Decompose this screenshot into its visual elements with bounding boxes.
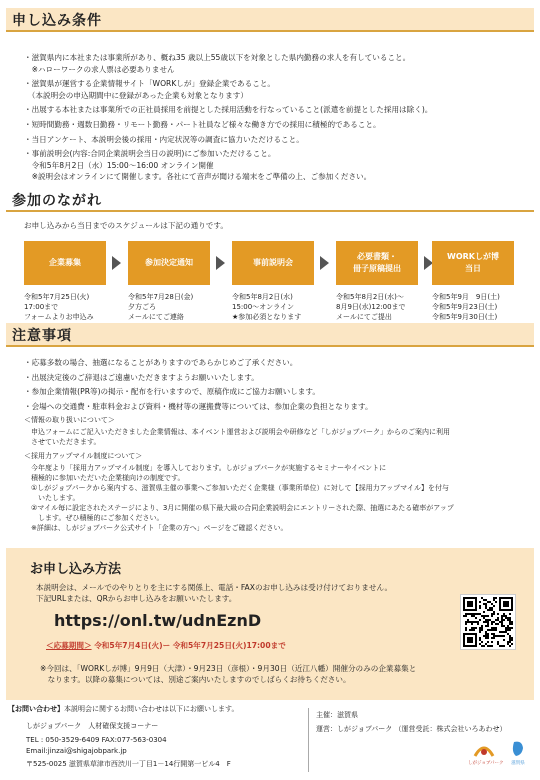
flow-title: 参加のながれ [12, 193, 102, 209]
flow-step-detail-line: 15:00～オンライン [232, 303, 294, 311]
contact-header [8, 704, 308, 715]
flow-arrow-icon [112, 256, 121, 270]
condition-item [24, 78, 524, 101]
condition-line: ※ハローワークの求人票は必要ありません [24, 64, 175, 74]
flow-arrow-icon [216, 256, 225, 270]
operator: 運営：しがジョブパーク （運営受託：株式会社いろあわせ） [316, 725, 507, 733]
condition-line: （本説明会の申込期間中に登録があった企業も対象となります） [24, 90, 248, 100]
condition-item [24, 104, 524, 116]
qr-code[interactable] [460, 594, 516, 650]
notes-title: 注意事項 [12, 328, 72, 344]
flow-step-detail-line: フォームよりお申込み [24, 313, 94, 321]
flow-step-detail-line: 17:00まで [24, 303, 59, 311]
flow-step-label: 参加決定通知 [145, 258, 193, 267]
logo2-text: 滋賀県 [511, 761, 525, 766]
contact-address: 〒525-0025 滋賀県草津市西渋川一丁目1－14行開第一ビル4 F [26, 760, 231, 768]
apply-note-line: ※今回は、「WORKしが博」9月9日（大津）・9月23日（彦根）・9月30日（近江八幡）開催分のみの企業募集と [40, 664, 417, 673]
condition-line: ・滋賀県が運営する企業情報サイト「WORKしが」登録企業であること。 [24, 79, 276, 89]
apply-text [36, 582, 446, 604]
mile-system-line: します。ぜひ積極的にご参加ください。 [24, 514, 164, 523]
condition-item [24, 134, 524, 146]
flow-header [6, 188, 534, 212]
contact-tel: TEL : 050-3529-6409 FAX:077-563-0304 [26, 736, 167, 744]
notes-header [6, 323, 534, 347]
flow-step-detail-line: 令和5年7月25日(火) [24, 293, 90, 301]
flow-step-detail-line: メールにてご連絡 [128, 313, 184, 321]
condition-line: ・事前説明会(内容:合同企業説明会当日の説明)にご参加いただけること。 [24, 149, 276, 159]
flow-step [128, 241, 210, 285]
footer-divider [308, 708, 309, 772]
period-value: 令和5年7月4日(火)ー 令和5年7月25日(火)17:00まで [94, 641, 286, 650]
note-item: ・応募多数の場合、抽選になることがありますのであらかじめご了承ください。 [24, 358, 298, 367]
period-label: ＜応募期間＞ [46, 641, 92, 650]
apply-box [6, 548, 534, 700]
flow-step-details [432, 292, 500, 322]
flow-step [232, 241, 314, 285]
condition-line: 令和5年8月2日（水）15:00～16:00 オンライン開催 [24, 160, 214, 170]
shiga-jobpark-logo [468, 742, 504, 766]
flow-step-detail-line: ★参加必須となります [232, 313, 302, 321]
flow-step-label: WORKしが博 当日 [447, 252, 499, 273]
logo1-text: しがジョブパーク [468, 761, 504, 766]
note-item: ・出展決定後のご辞退はご遠慮いただきますようお願いいたします。 [24, 372, 259, 382]
note-item: ・会場への交通費・駐車料金および資料・機材等の運搬費等については、参加企業の負担となります。 [24, 401, 373, 411]
conditions-title: 申し込み条件 [12, 13, 102, 29]
flow-step [336, 241, 418, 285]
mile-system-line: いたします。 [24, 494, 80, 503]
note-item: ・参加企業情報(PR等)の掲示・配布を行いますので、原稿作成にご協力お願いします。 [24, 387, 320, 397]
info-handling [24, 415, 524, 447]
condition-line: ・短時間勤務・週数日勤務・リモート勤務・パート社員など様々な働き方での採用に積極的であること。 [24, 120, 381, 130]
contact-org: しがジョブパーク 人材確保支援コーナー [26, 721, 159, 730]
apply-text-line: 下記URLまたは、QRからお申し込みをお願いいたします。 [36, 594, 237, 603]
flow-step-label: 企業募集 [49, 258, 81, 267]
condition-item [24, 52, 524, 75]
mile-system-line: ①しがジョブパークから案内する、滋賀県主催の事業へご参加いただく企業様（事業所単位）に対して【採用力アップマイル】を付与 [24, 484, 449, 493]
flow-step-details [128, 292, 193, 322]
jobpark-logo-icon [473, 742, 495, 758]
apply-url-link[interactable]: https://onl.tw/udnEznD [54, 611, 262, 630]
flow-step-detail-line: 令和5年8月2日(水)～ [336, 293, 404, 301]
contact-block [8, 704, 308, 770]
flow-step-details [336, 292, 406, 322]
apply-text-line: 本説明会は、メールでのやりとりを主にする関係上、電話・FAXのお申し込みは受け付けておりません。 [36, 583, 393, 592]
mile-system-line: 今年度より「採用力アップマイル制度」を導入しております。しがジョブパークが実施するセミナーやイベントに [24, 464, 387, 473]
flow-step-detail-line: 令和5年7月28日(金) [128, 293, 194, 301]
flow-step-detail-line: 夕方ごろ [128, 303, 156, 311]
apply-note [40, 663, 480, 685]
flow-arrow-icon [320, 256, 329, 270]
conditions-list [24, 52, 524, 186]
shiga-pref-logo [506, 740, 530, 766]
condition-item [24, 148, 524, 183]
flow-step-label: 必要書類・ 冊子原稿提出 [353, 252, 401, 273]
contact-details [8, 721, 308, 770]
flow-step [24, 241, 106, 285]
pref-logo-icon [508, 740, 528, 758]
contact-email[interactable]: Email:jinzai@shigajobpark.jp [26, 746, 127, 755]
condition-item [24, 119, 524, 131]
flow-step-detail-line: メールにてご提出 [336, 313, 392, 321]
application-period [46, 640, 286, 651]
flow-step-detail-line: 令和5年9月30日(土) [432, 313, 498, 321]
info-handling-line: させていただきます。 [24, 438, 101, 447]
mile-system-line: ※詳細は、しがジョブパーク公式サイト「企業の方へ」ページをご確認ください。 [24, 524, 288, 533]
contact-head: 【お問い合わせ】 [8, 705, 64, 713]
contact-head-rest: 本説明会に関するお問い合わせは以下にお願いします。 [64, 705, 239, 713]
condition-line: ・当日アンケート、本説明会後の採用・内定状況等の調査に協力いただけること。 [24, 134, 304, 144]
info-handling-line: 申込フォームにご記入いただきました企業情報は、本イベント運営および説明会や研修など「しがジョブパーク」からのご案内に利用 [24, 428, 450, 437]
mile-system [24, 451, 524, 533]
condition-line: ・滋賀県内に本社または事業所があり、概ね35 歳以上55歳以下を対象とした県内勤務の求人を有していること。 [24, 53, 411, 62]
flow-step-detail-line: 8月9日(水)12:00まで [336, 303, 406, 311]
organizer: 主催：滋賀県 [316, 711, 358, 719]
apply-title: お申し込み方法 [30, 562, 122, 577]
flow-step-detail-line: 令和5年8月2日(水) [232, 293, 293, 301]
conditions-header [6, 8, 534, 32]
flow-step-details [232, 292, 301, 322]
qr-code-graphic [463, 597, 513, 647]
apply-note-line: なります。以降の募集については、別途ご案内いたしますのでしばらくお待ちください。 [40, 675, 351, 684]
flow-step [432, 241, 514, 285]
condition-line: ・出展する本社または事業所での正社員採用を前提とした採用活動を行なっていること(派遣を前提とした採用は除く)。 [24, 105, 433, 115]
mile-system-line: 積極的に参加いただいた企業様向けの制度です。 [24, 474, 185, 483]
flow-step-detail-line: 令和5年9月23日(土) [432, 303, 498, 311]
flow-step-details [24, 292, 94, 322]
flow-step-label: 事前説明会 [253, 258, 293, 267]
mile-system-head: ＜採用力アップマイル制度について＞ [24, 452, 143, 461]
mile-system-line: ②マイル毎に設定されたステージにより、3月に開催の県下最大級の合同企業説明会にエントリーされた際、抽選にあたる確率がアップ [24, 504, 454, 513]
condition-line: ※説明会はオンラインにて開催します。各社にて音声が聞ける端末をご準備の上、ご参加ください。 [24, 172, 372, 182]
flow-intro: お申し込みから当日までのスケジュールは下記の通りです。 [24, 221, 228, 230]
flow-step-detail-line: 令和5年9月 9日(土) [432, 293, 500, 301]
info-handling-head: ＜情報の取り扱いについて＞ [24, 416, 115, 425]
sponsor-block [316, 708, 536, 736]
notes-body [24, 357, 524, 537]
